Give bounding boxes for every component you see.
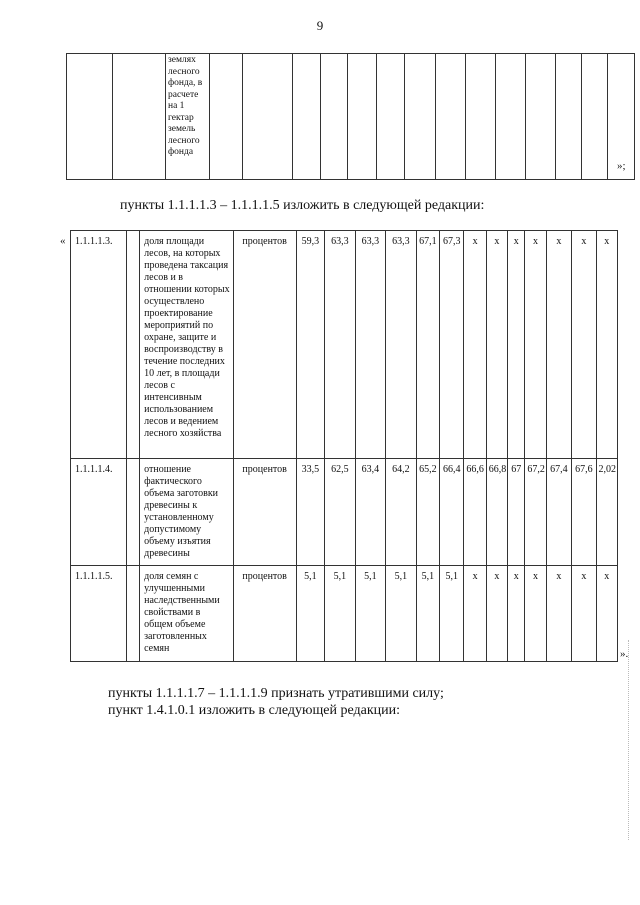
table-top-description: землях лесного фонда, в расчете на 1 гектар земель лесного фонда	[166, 54, 210, 180]
cell	[113, 54, 166, 180]
value-cell: х	[596, 566, 617, 662]
table-row	[71, 231, 618, 459]
value-cell: х	[572, 231, 596, 459]
value-cell: 59,3	[296, 231, 324, 459]
table-main-closing-mark: ».	[620, 648, 629, 660]
value-cell: 5,1	[386, 566, 417, 662]
value-cell: 67,6	[572, 459, 596, 566]
value-cell: х	[596, 231, 617, 459]
value-cell: 64,2	[386, 459, 417, 566]
scan-edge-line	[628, 640, 630, 840]
table-top-fragment	[66, 53, 635, 180]
value-cell: 63,3	[325, 231, 356, 459]
cell	[556, 54, 582, 180]
row-unit: процентов	[233, 566, 296, 662]
row-unit: процентов	[233, 459, 296, 566]
table-main	[70, 230, 618, 662]
value-cell: х	[525, 231, 546, 459]
cell	[526, 54, 556, 180]
value-cell: 5,1	[325, 566, 356, 662]
value-cell: х	[486, 231, 507, 459]
row-code: 1.1.1.1.4.	[71, 459, 127, 566]
row-unit: процентов	[233, 231, 296, 459]
table-row	[71, 459, 618, 566]
value-cell: х	[508, 231, 525, 459]
value-cell: х	[572, 566, 596, 662]
paragraph-repeal-items: пункты 1.1.1.1.7 – 1.1.1.1.9 признать утратившими силу;	[108, 686, 444, 701]
value-cell: 67,4	[546, 459, 571, 566]
value-cell: 62,5	[325, 459, 356, 566]
page-number: 9	[316, 18, 324, 33]
cell	[293, 54, 321, 180]
cell	[126, 566, 139, 662]
value-cell: 66,4	[440, 459, 464, 566]
value-cell: х	[486, 566, 507, 662]
cell	[466, 54, 496, 180]
value-cell: 67,1	[416, 231, 439, 459]
table-row	[71, 566, 618, 662]
value-cell: 66,6	[464, 459, 486, 566]
value-cell: 67	[508, 459, 525, 566]
row-code: 1.1.1.1.5.	[71, 566, 127, 662]
value-cell: 5,1	[355, 566, 386, 662]
cell	[436, 54, 466, 180]
table-main-opening-mark: «	[60, 235, 66, 247]
cell	[405, 54, 436, 180]
value-cell: 5,1	[296, 566, 324, 662]
value-cell: х	[546, 231, 571, 459]
value-cell: 63,3	[386, 231, 417, 459]
cell	[496, 54, 526, 180]
cell	[321, 54, 348, 180]
value-cell: 65,2	[416, 459, 439, 566]
value-cell: 63,4	[355, 459, 386, 566]
cell	[210, 54, 243, 180]
value-cell: 2,02	[596, 459, 617, 566]
cell	[377, 54, 405, 180]
value-cell: 5,1	[440, 566, 464, 662]
cell	[126, 459, 139, 566]
value-cell: 67,3	[440, 231, 464, 459]
cell	[582, 54, 608, 180]
value-cell: 66,8	[486, 459, 507, 566]
value-cell: х	[464, 566, 486, 662]
value-cell: х	[508, 566, 525, 662]
cell	[67, 54, 113, 180]
value-cell: 63,3	[355, 231, 386, 459]
value-cell: х	[464, 231, 486, 459]
row-description: доля семян с улучшенными наследственными свойствами в общем объеме заготовленных семян	[140, 566, 234, 662]
row-description: отношение фактического объема заготовки древесины к установленному допустимому объему изъятия древесины	[140, 459, 234, 566]
row-description: доля площади лесов, на которых проведена таксация лесов и в отношении которых осуществлено проектирование мероприятий по охране, защите и воспроизводству в течение последних 10 лет, в площади лесов с интенсивным использованием лесов и ведением лесного хозяйства	[140, 231, 234, 459]
value-cell: 67,2	[525, 459, 546, 566]
paragraph-amend-item: пункт 1.4.1.0.1 изложить в следующей редакции:	[108, 703, 400, 718]
paragraph-amend-items: пункты 1.1.1.1.3 – 1.1.1.1.5 изложить в следующей редакции:	[120, 198, 485, 213]
table-top-closing-mark: »;	[617, 160, 626, 172]
value-cell: х	[525, 566, 546, 662]
cell	[243, 54, 293, 180]
row-code: 1.1.1.1.3.	[71, 231, 127, 459]
value-cell: х	[546, 566, 571, 662]
value-cell: 33,5	[296, 459, 324, 566]
cell	[126, 231, 139, 459]
cell	[348, 54, 377, 180]
value-cell: 5,1	[416, 566, 439, 662]
